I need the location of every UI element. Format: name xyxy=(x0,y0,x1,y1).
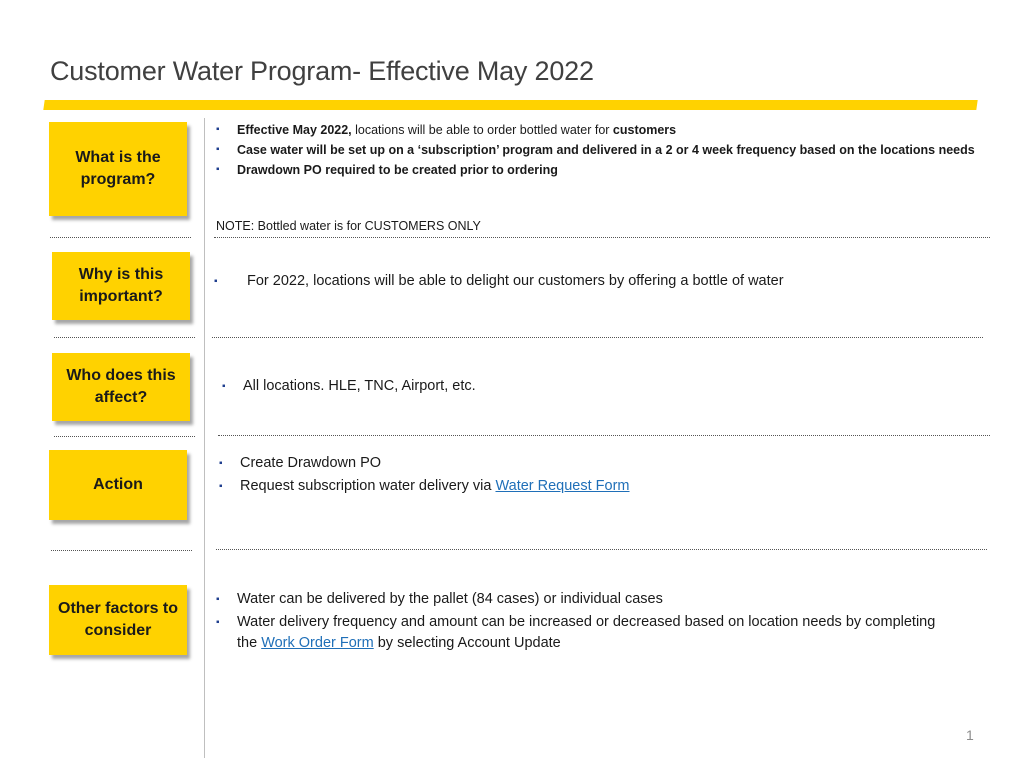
list-item: ▪ Request subscription water delivery via Water Request Form xyxy=(219,476,959,497)
label-who-does-this-affect: Who does this affect? xyxy=(52,353,190,421)
page-title: Customer Water Program- Effective May 2022 xyxy=(50,56,594,86)
list-item: ▪ Drawdown PO required to be created prior to ordering xyxy=(216,163,558,177)
list-item: ▪ Create Drawdown PO xyxy=(219,453,959,474)
divider-right xyxy=(214,237,990,238)
bullet-icon: ▪ xyxy=(219,458,223,469)
water-request-form-link[interactable]: Water Request Form xyxy=(495,478,630,494)
bullet-icon: ▪ xyxy=(216,164,220,175)
bullet-icon: ▪ xyxy=(216,144,220,155)
bullet-icon: ▪ xyxy=(216,594,220,605)
label-action: Action xyxy=(49,450,187,520)
what-bullet-list xyxy=(216,121,976,181)
bullet-icon: ▪ xyxy=(219,481,223,492)
bullet-icon: ▪ xyxy=(216,124,220,135)
vertical-divider xyxy=(204,118,205,758)
work-order-form-link[interactable]: Work Order Form xyxy=(261,635,374,651)
divider-left xyxy=(51,550,192,551)
divider-right xyxy=(216,549,987,550)
title-accent-bar xyxy=(43,100,977,110)
divider-left xyxy=(54,436,195,437)
action-bullet-list xyxy=(219,453,959,497)
other-bullet-list xyxy=(216,589,936,654)
bullet-icon: ▪ xyxy=(222,381,226,392)
divider-right xyxy=(218,435,990,436)
list-item: ▪ Effective May 2022, locations will be able to order bottled water for customers xyxy=(216,123,677,137)
list-item: ▪ For 2022, locations will be able to delight our customers by offering a bottle of water xyxy=(214,271,974,292)
label-what-is-the-program: What is the program? xyxy=(49,122,187,216)
who-bullet-list xyxy=(222,376,962,397)
divider-right xyxy=(212,337,983,338)
bullet-icon: ▪ xyxy=(216,617,220,628)
divider-left xyxy=(50,237,191,238)
list-item: ▪ Water delivery frequency and amount can be increased or decreased based on location needs by completing the Work Order Form by selecting Account Update xyxy=(216,614,936,651)
why-bullet-list xyxy=(214,271,974,292)
bullet-icon: ▪ xyxy=(214,276,218,287)
list-item: ▪ Case water will be set up on a ‘subscription’ program and delivered in a 2 or 4 week frequency based on the locations needs xyxy=(216,143,975,157)
list-item: ▪ Water can be delivered by the pallet (84 cases) or individual cases xyxy=(216,589,936,610)
label-why-is-this-important: Why is this important? xyxy=(52,252,190,320)
list-item: ▪ All locations. HLE, TNC, Airport, etc. xyxy=(222,376,962,397)
label-other-factors-to-consider: Other factors to consider xyxy=(49,585,187,655)
page-number: 1 xyxy=(966,727,974,743)
note-text: NOTE: Bottled water is for CUSTOMERS ONLY xyxy=(216,219,481,233)
divider-left xyxy=(54,337,195,338)
